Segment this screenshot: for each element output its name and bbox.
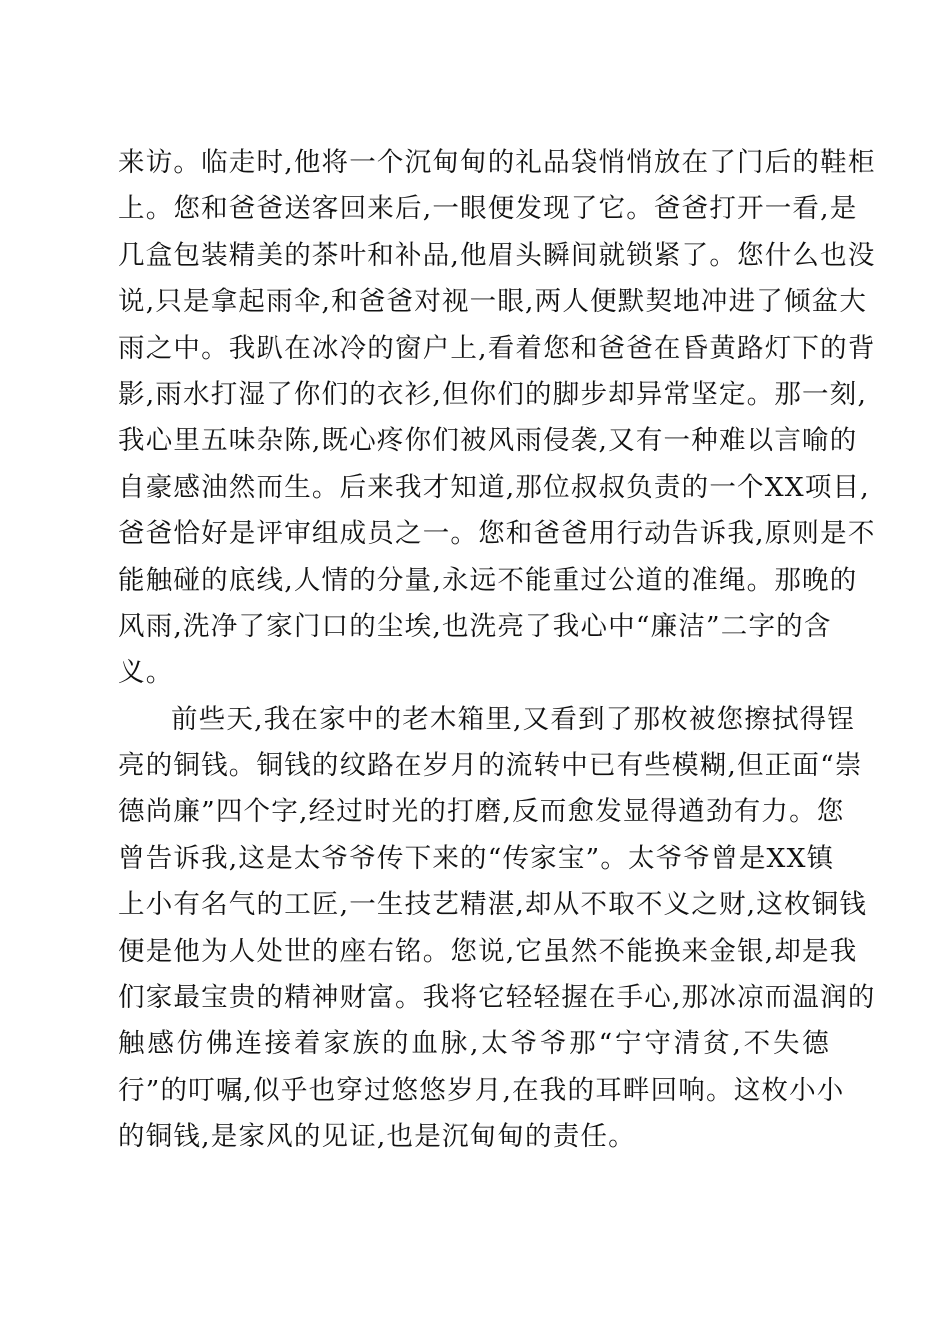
body-text	[118, 140, 876, 1161]
text-line: 说,只是拿起雨伞,和爸爸对视一眼,两人便默契地冲进了倾盆大	[118, 286, 868, 318]
text-line: 便是他为人处世的座右铭。您说,它虽然不能换来金银,却是我	[118, 935, 858, 967]
paragraph	[118, 697, 876, 1161]
text-line: 爸爸恰好是评审组成员之一。您和爸爸用行动告诉我,原则是不	[118, 518, 876, 550]
text-line: 风雨,洗净了家门口的尘埃,也洗亮了我心中“廉洁”二字的含	[118, 610, 832, 642]
text-line: 义。	[118, 657, 174, 689]
text-line: 能触碰的底线,人情的分量,永远不能重过公道的准绳。那晚的	[118, 564, 858, 596]
text-line: 上小有名气的工匠,一生技艺精湛,却从不取不义之财,这枚铜钱	[118, 889, 868, 921]
text-line: 德尚廉”四个字,经过时光的打磨,反而愈发显得遒劲有力。您	[118, 796, 845, 828]
text-line: 触感仿佛连接着家族的血脉,太爷爷那“宁守清贫,不失德	[118, 1028, 830, 1060]
text-line: 曾告诉我,这是太爷爷传下来的“传家宝”。太爷爷曾是XX镇	[118, 842, 835, 874]
text-line: 的铜钱,是家风的见证,也是沉甸甸的责任。	[118, 1121, 636, 1153]
text-line: 亮的铜钱。铜钱的纹路在岁月的流转中已有些模糊,但正面“崇	[118, 750, 863, 782]
text-line: 影,雨水打湿了你们的衣衫,但你们的脚步却异常坚定。那一刻,	[118, 378, 868, 410]
text-line: 我心里五味杂陈,既心疼你们被风雨侵袭,又有一种难以言喻的	[118, 425, 858, 457]
paragraph	[118, 140, 876, 697]
text-line: 行”的叮嘱,似乎也穿过悠悠岁月,在我的耳畔回响。这枚小小	[118, 1074, 845, 1106]
text-line: 自豪感油然而生。后来我才知道,那位叔叔负责的一个XX项目,	[118, 471, 870, 503]
text-line: 们家最宝贵的精神财富。我将它轻轻握在手心,那冰凉而温润的	[118, 982, 876, 1014]
text-line: 前些天,我在家中的老木箱里,又看到了那枚被您擦拭得锃	[171, 703, 856, 735]
text-line: 雨之中。我趴在冰冷的窗户上,看着您和爸爸在昏黄路灯下的背	[118, 332, 876, 364]
text-line: 几盒包装精美的茶叶和补品,他眉头瞬间就锁紧了。您什么也没	[118, 239, 876, 271]
text-line: 来访。临走时,他将一个沉甸甸的礼品袋悄悄放在了门后的鞋柜	[118, 147, 876, 178]
text-line: 上。您和爸爸送客回来后,一眼便发现了它。爸爸打开一看,是	[118, 193, 858, 225]
